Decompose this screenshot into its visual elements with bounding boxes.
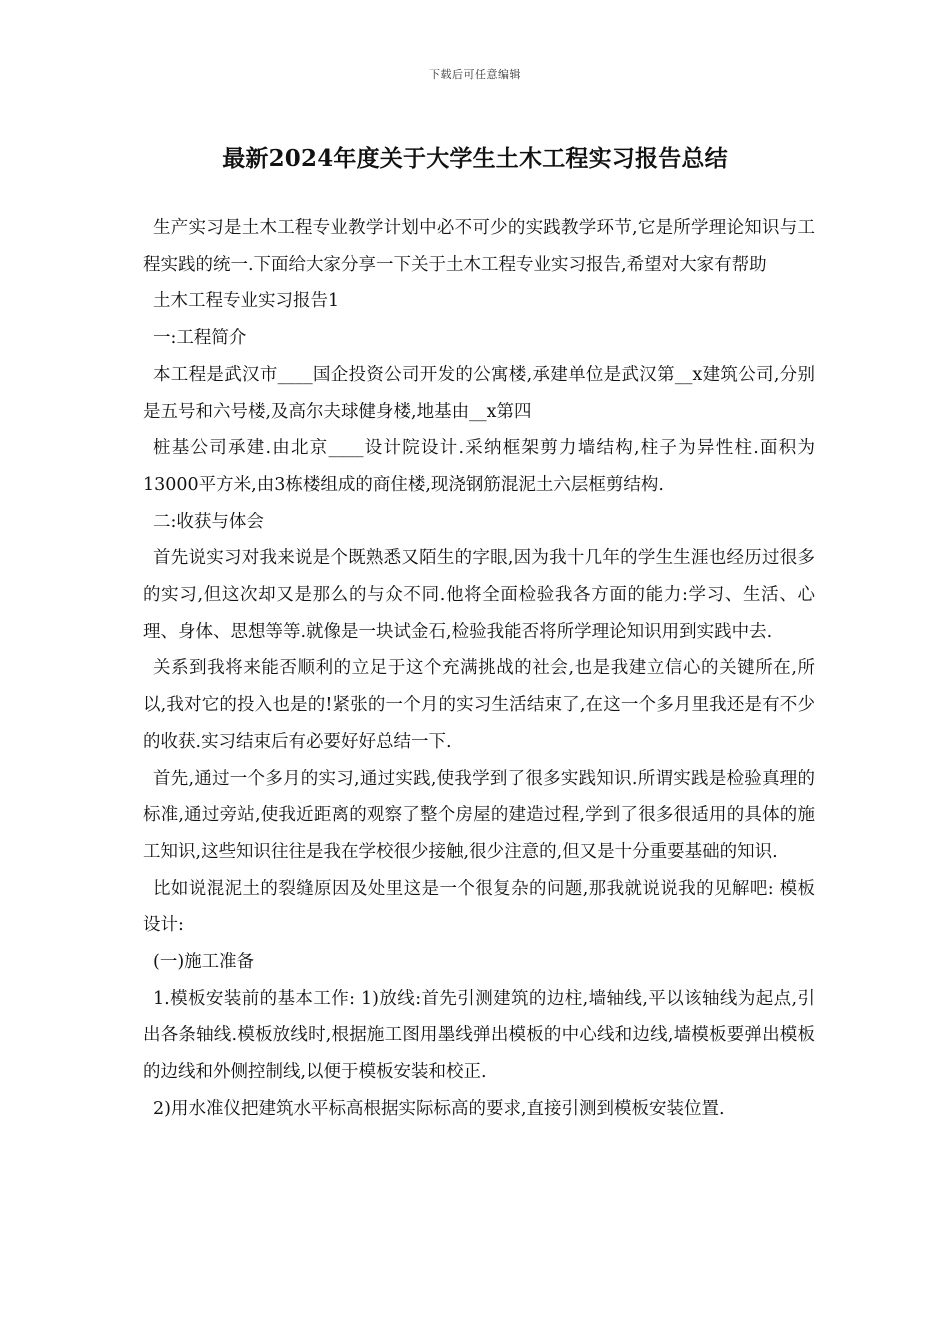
- document-body: [143, 210, 815, 1128]
- subsection-heading-preparation: (一)施工准备: [153, 952, 255, 973]
- paragraph-level-survey: 2)用水准仪把建筑水平标高根据实际标高的要求,直接引测到模板安装位置.: [153, 1098, 725, 1119]
- paragraph-project-structure: 桩基公司承建.由北京____设计院设计.采纳框架剪力墙结构,柱子为异性柱.面积为13000平方米,由3栋楼组成的商住楼,现浇钢筋混泥土六层框剪结构.: [143, 438, 815, 495]
- paragraph-formwork-basics: 1.模板安装前的基本工作: 1)放线:首先引测建筑的边柱,墙轴线,平以该轴线为起点,引出各条轴线.模板放线时,根据施工图用墨线弹出模板的中心线和边线,墙模板要弹出模板的边线和外侧控制线,以便于模板安装和校正.: [143, 988, 815, 1083]
- paragraph-project-overview: 本工程是武汉市____国企投资公司开发的公寓楼,承建单位是武汉第__x建筑公司,分别是五号和六号楼,及高尔夫球健身楼,地基由__x第四: [143, 364, 815, 422]
- paragraph-internship-meaning: 首先说实习对我来说是个既熟悉又陌生的字眼,因为我十几年的学生生涯也经历过很多的实习,但这次却又是那么的与众不同.他将全面检验我各方面的能力:学习、生活、心理、身体、思想等等.就像是一块试金石,检验我能否将所学理论知识用到实践中去.: [143, 548, 815, 642]
- intro-paragraph: 生产实习是土木工程专业教学计划中必不可少的实践教学环节,它是所学理论知识与工程实践的统一.下面给大家分享一下关于土木工程专业实习报告,希望对大家有帮助: [143, 218, 815, 275]
- paragraph-concrete-cracks: 比如说混泥土的裂缝原因及处里这是一个很复杂的问题,那我就说说我的见解吧: 模板设计:: [143, 878, 815, 936]
- page-header-note: 下载后可任意编辑: [429, 68, 521, 81]
- paragraph-confidence: 关系到我将来能否顺利的立足于这个充满挑战的社会,也是我建立信心的关键所在,所以,我对它的投入也是的!紧张的一个月的实习生活结束了,在这一个多月里我还是有不少的收获.实习结束后有必要好好总结一下.: [143, 658, 815, 752]
- section-heading-gains: 二:收获与体会: [153, 511, 264, 532]
- paragraph-practical-knowledge: 首先,通过一个多月的实习,通过实践,使我学到了很多实践知识.所谓实践是检验真理的标准,通过旁站,使我近距离的观察了整个房屋的建造过程,学到了很多很适用的具体的施工知识,这些知识往往是我在学校很少接触,很少注意的,但又是十分重要基础的知识.: [143, 768, 815, 862]
- document-title: 最新2024年度关于大学生土木工程实习报告总结: [222, 145, 728, 172]
- section-heading-project-intro: 一:工程简介: [153, 328, 247, 349]
- report-heading: 土木工程专业实习报告1: [153, 291, 340, 312]
